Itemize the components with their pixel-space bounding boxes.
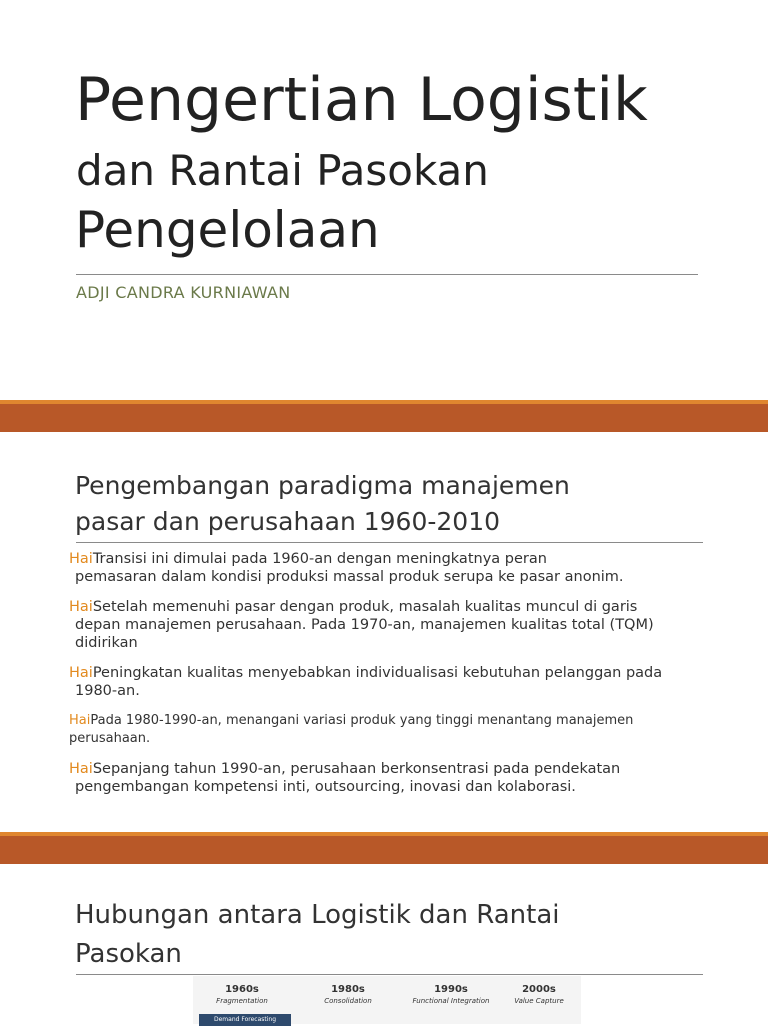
title-line-2: dan Rantai Pasokan <box>76 146 489 195</box>
bullet-text: Pada 1980-1990-an, menangani variasi produk yang tinggi menantang manajemen <box>90 713 634 728</box>
author-name: ADJI CANDRA KURNIAWAN <box>76 283 291 302</box>
bullet-marker: Hai <box>69 665 93 681</box>
slide3-heading-line-1: Hubungan antara Logistik dan Rantai <box>75 900 560 930</box>
bullet-item <box>69 712 709 748</box>
bullet-text-continued: pengembangan kompetensi inti, outsourcing, inovasi dan kolaborasi. <box>75 779 576 795</box>
slide-divider <box>0 832 768 864</box>
bullet-text-continued: 1980-an. <box>75 683 140 699</box>
bullet-marker: Hai <box>69 551 93 567</box>
timeline-box: Demand Forecasting <box>199 1014 291 1026</box>
bullet-marker: Hai <box>69 761 93 777</box>
bullet-text-continued: pemasaran dalam kondisi produksi massal produk serupa ke pasar anonim. <box>75 569 624 585</box>
bullet-marker: Hai <box>69 713 91 728</box>
timeline-label: Fragmentation <box>216 997 268 1005</box>
bullet-item <box>69 550 709 586</box>
slide3-heading-rule <box>76 974 703 975</box>
timeline-year: 1960s <box>225 984 259 995</box>
timeline-label: Functional Integration <box>412 997 490 1005</box>
slide2-heading-rule <box>76 542 703 543</box>
title-line-3: Pengelolaan <box>75 201 380 259</box>
bullet-text-continued: depan manajemen perusahaan. Pada 1970-an, manajemen kualitas total (TQM) didirikan <box>75 617 654 651</box>
timeline-year: 2000s <box>522 984 556 995</box>
slide2-heading-line-2: pasar dan perusahaan 1960-2010 <box>75 507 500 536</box>
bullet-list <box>69 550 709 808</box>
title-rule <box>76 274 698 275</box>
timeline-label: Consolidation <box>324 997 372 1005</box>
slide3-heading-line-2: Pasokan <box>75 939 182 969</box>
timeline-year: 1980s <box>331 984 365 995</box>
timeline-column <box>505 984 573 1005</box>
timeline-column <box>407 984 495 1005</box>
bullet-text: Sepanjang tahun 1990-an, perusahaan berkonsentrasi pada pendekatan <box>92 761 621 777</box>
slide-title <box>0 0 768 400</box>
title-line-1: Pengertian Logistik <box>75 65 648 135</box>
timeline-year: 1990s <box>434 984 468 995</box>
bullet-marker: Hai <box>69 599 93 615</box>
bullet-item <box>69 664 709 700</box>
slide-relationship <box>0 864 768 1024</box>
slide-divider <box>0 400 768 432</box>
bullet-text-continued: perusahaan. <box>69 731 151 746</box>
timeline-label: Value Capture <box>514 997 564 1005</box>
bullet-item <box>69 760 709 796</box>
timeline-figure <box>193 976 581 1024</box>
slide-paradigm <box>0 432 768 830</box>
slide2-heading-line-1: Pengembangan paradigma manajemen <box>75 471 570 500</box>
timeline-column <box>313 984 383 1005</box>
timeline-column <box>207 984 277 1005</box>
bullet-item <box>69 598 709 652</box>
bullet-text: Setelah memenuhi pasar dengan produk, masalah kualitas muncul di garis <box>92 599 638 615</box>
bullet-text: Peningkatan kualitas menyebabkan individualisasi kebutuhan pelanggan pada <box>92 665 663 681</box>
bullet-text: Transisi ini dimulai pada 1960-an dengan meningkatnya peran <box>92 551 547 567</box>
